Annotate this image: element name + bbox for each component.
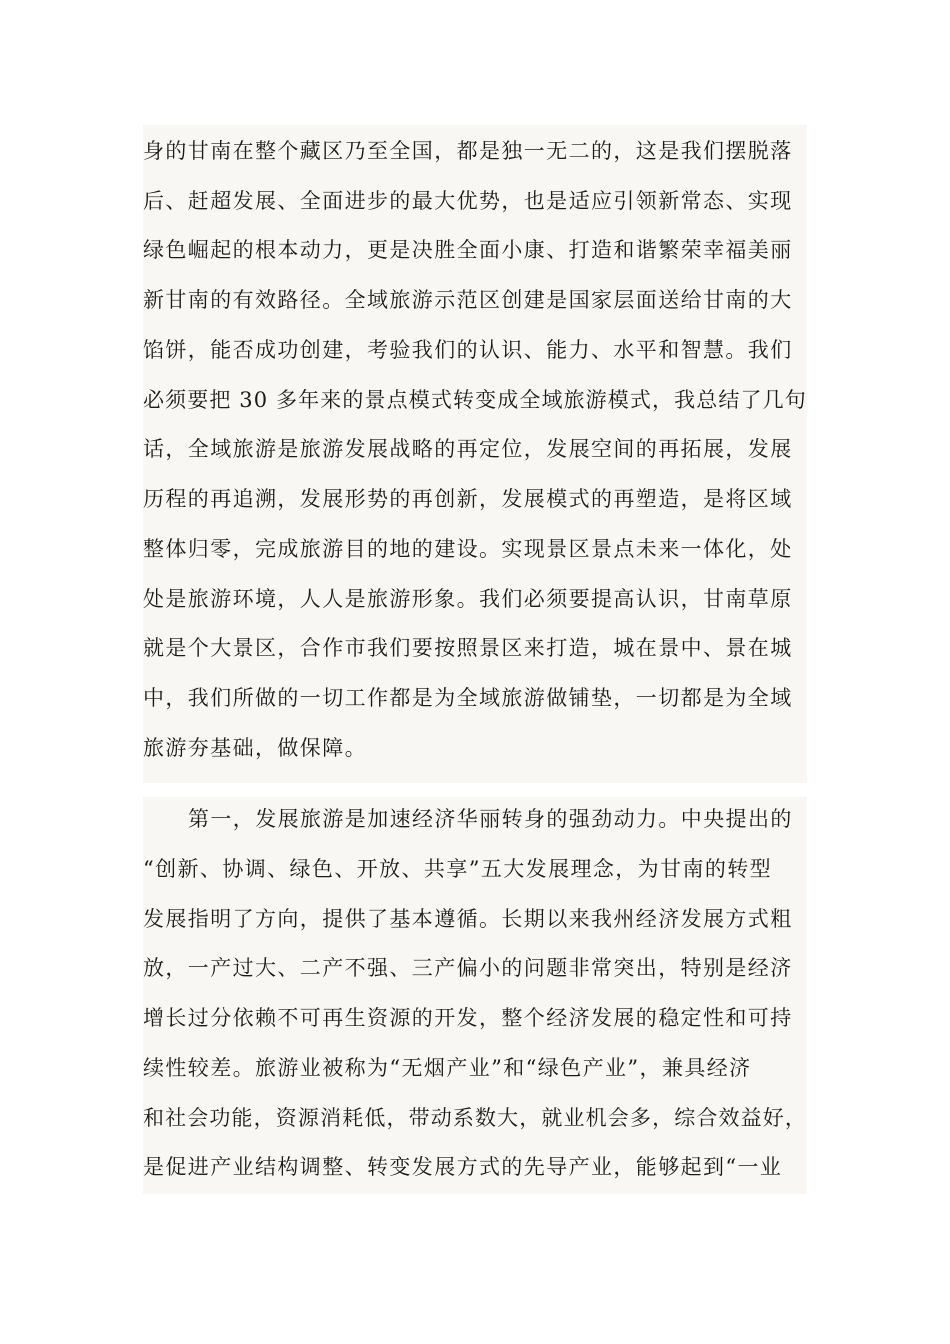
paragraph-line: 发展指明了方向，提供了基本遵循。长期以来我州经济发展方式粗	[143, 907, 793, 931]
paragraph-line: “创新、协调、绿色、开放、共享”五大发展理念，为甘南的转型	[143, 857, 773, 881]
paragraph-line: 处是旅游环境，人人是旅游形象。我们必须要提高认识，甘南草原	[143, 587, 793, 611]
paragraph-line: 话，全域旅游是旅游发展战略的再定位，发展空间的再拓展，发展	[143, 437, 793, 461]
paragraph-line: 馅饼，能否成功创建，考验我们的认识、能力、水平和智慧。我们	[143, 338, 793, 362]
paragraph-line: 绿色崛起的根本动力，更是决胜全面小康、打造和谐繁荣幸福美丽	[143, 238, 793, 262]
paragraph-line: 第一，发展旅游是加速经济华丽转身的强劲动力。中央提出的	[188, 807, 793, 831]
paragraph-line: 身的甘南在整个藏区乃至全国，都是独一无二的，这是我们摆脱落	[143, 139, 793, 163]
paragraph-1	[143, 125, 807, 783]
paragraph-line: 历程的再追溯，发展形势的再创新，发展模式的再塑造，是将区域	[143, 487, 793, 511]
paragraph-line: 和社会功能，资源消耗低，带动系数大，就业机会多，综合效益好，	[143, 1106, 807, 1130]
paragraph-line: 放，一产过大、二产不强、三产偏小的问题非常突出，特别是经济	[143, 956, 793, 980]
paragraph-line: 就是个大景区，合作市我们要按照景区来打造，城在景中、景在城	[143, 636, 793, 660]
paragraph-line: 增长过分依赖不可再生资源的开发，整个经济发展的稳定性和可持	[143, 1006, 793, 1030]
paragraph-2	[143, 797, 807, 1194]
paragraph-line: 是促进产业结构调整、转变发展方式的先导产业，能够起到“一业	[143, 1155, 783, 1179]
paragraph-line: 中，我们所做的一切工作都是为全域旅游做铺垫，一切都是为全域	[143, 686, 793, 710]
paragraph-line: 旅游夯基础，做保障。	[143, 736, 367, 760]
paragraph-line: 新甘南的有效路径。全域旅游示范区创建是国家层面送给甘南的大	[143, 288, 793, 312]
paragraph-line: 必须要把 30 多年来的景点模式转变成全域旅游模式，我总结了几句	[143, 388, 807, 412]
paragraph-line: 后、赶超发展、全面进步的最大优势，也是适应引领新常态、实现	[143, 189, 793, 213]
paragraph-line: 续性较差。旅游业被称为“无烟产业”和“绿色产业”，兼具经济	[143, 1056, 752, 1080]
paragraph-line: 整体归零，完成旅游目的地的建设。实现景区景点未来一体化，处	[143, 537, 793, 561]
